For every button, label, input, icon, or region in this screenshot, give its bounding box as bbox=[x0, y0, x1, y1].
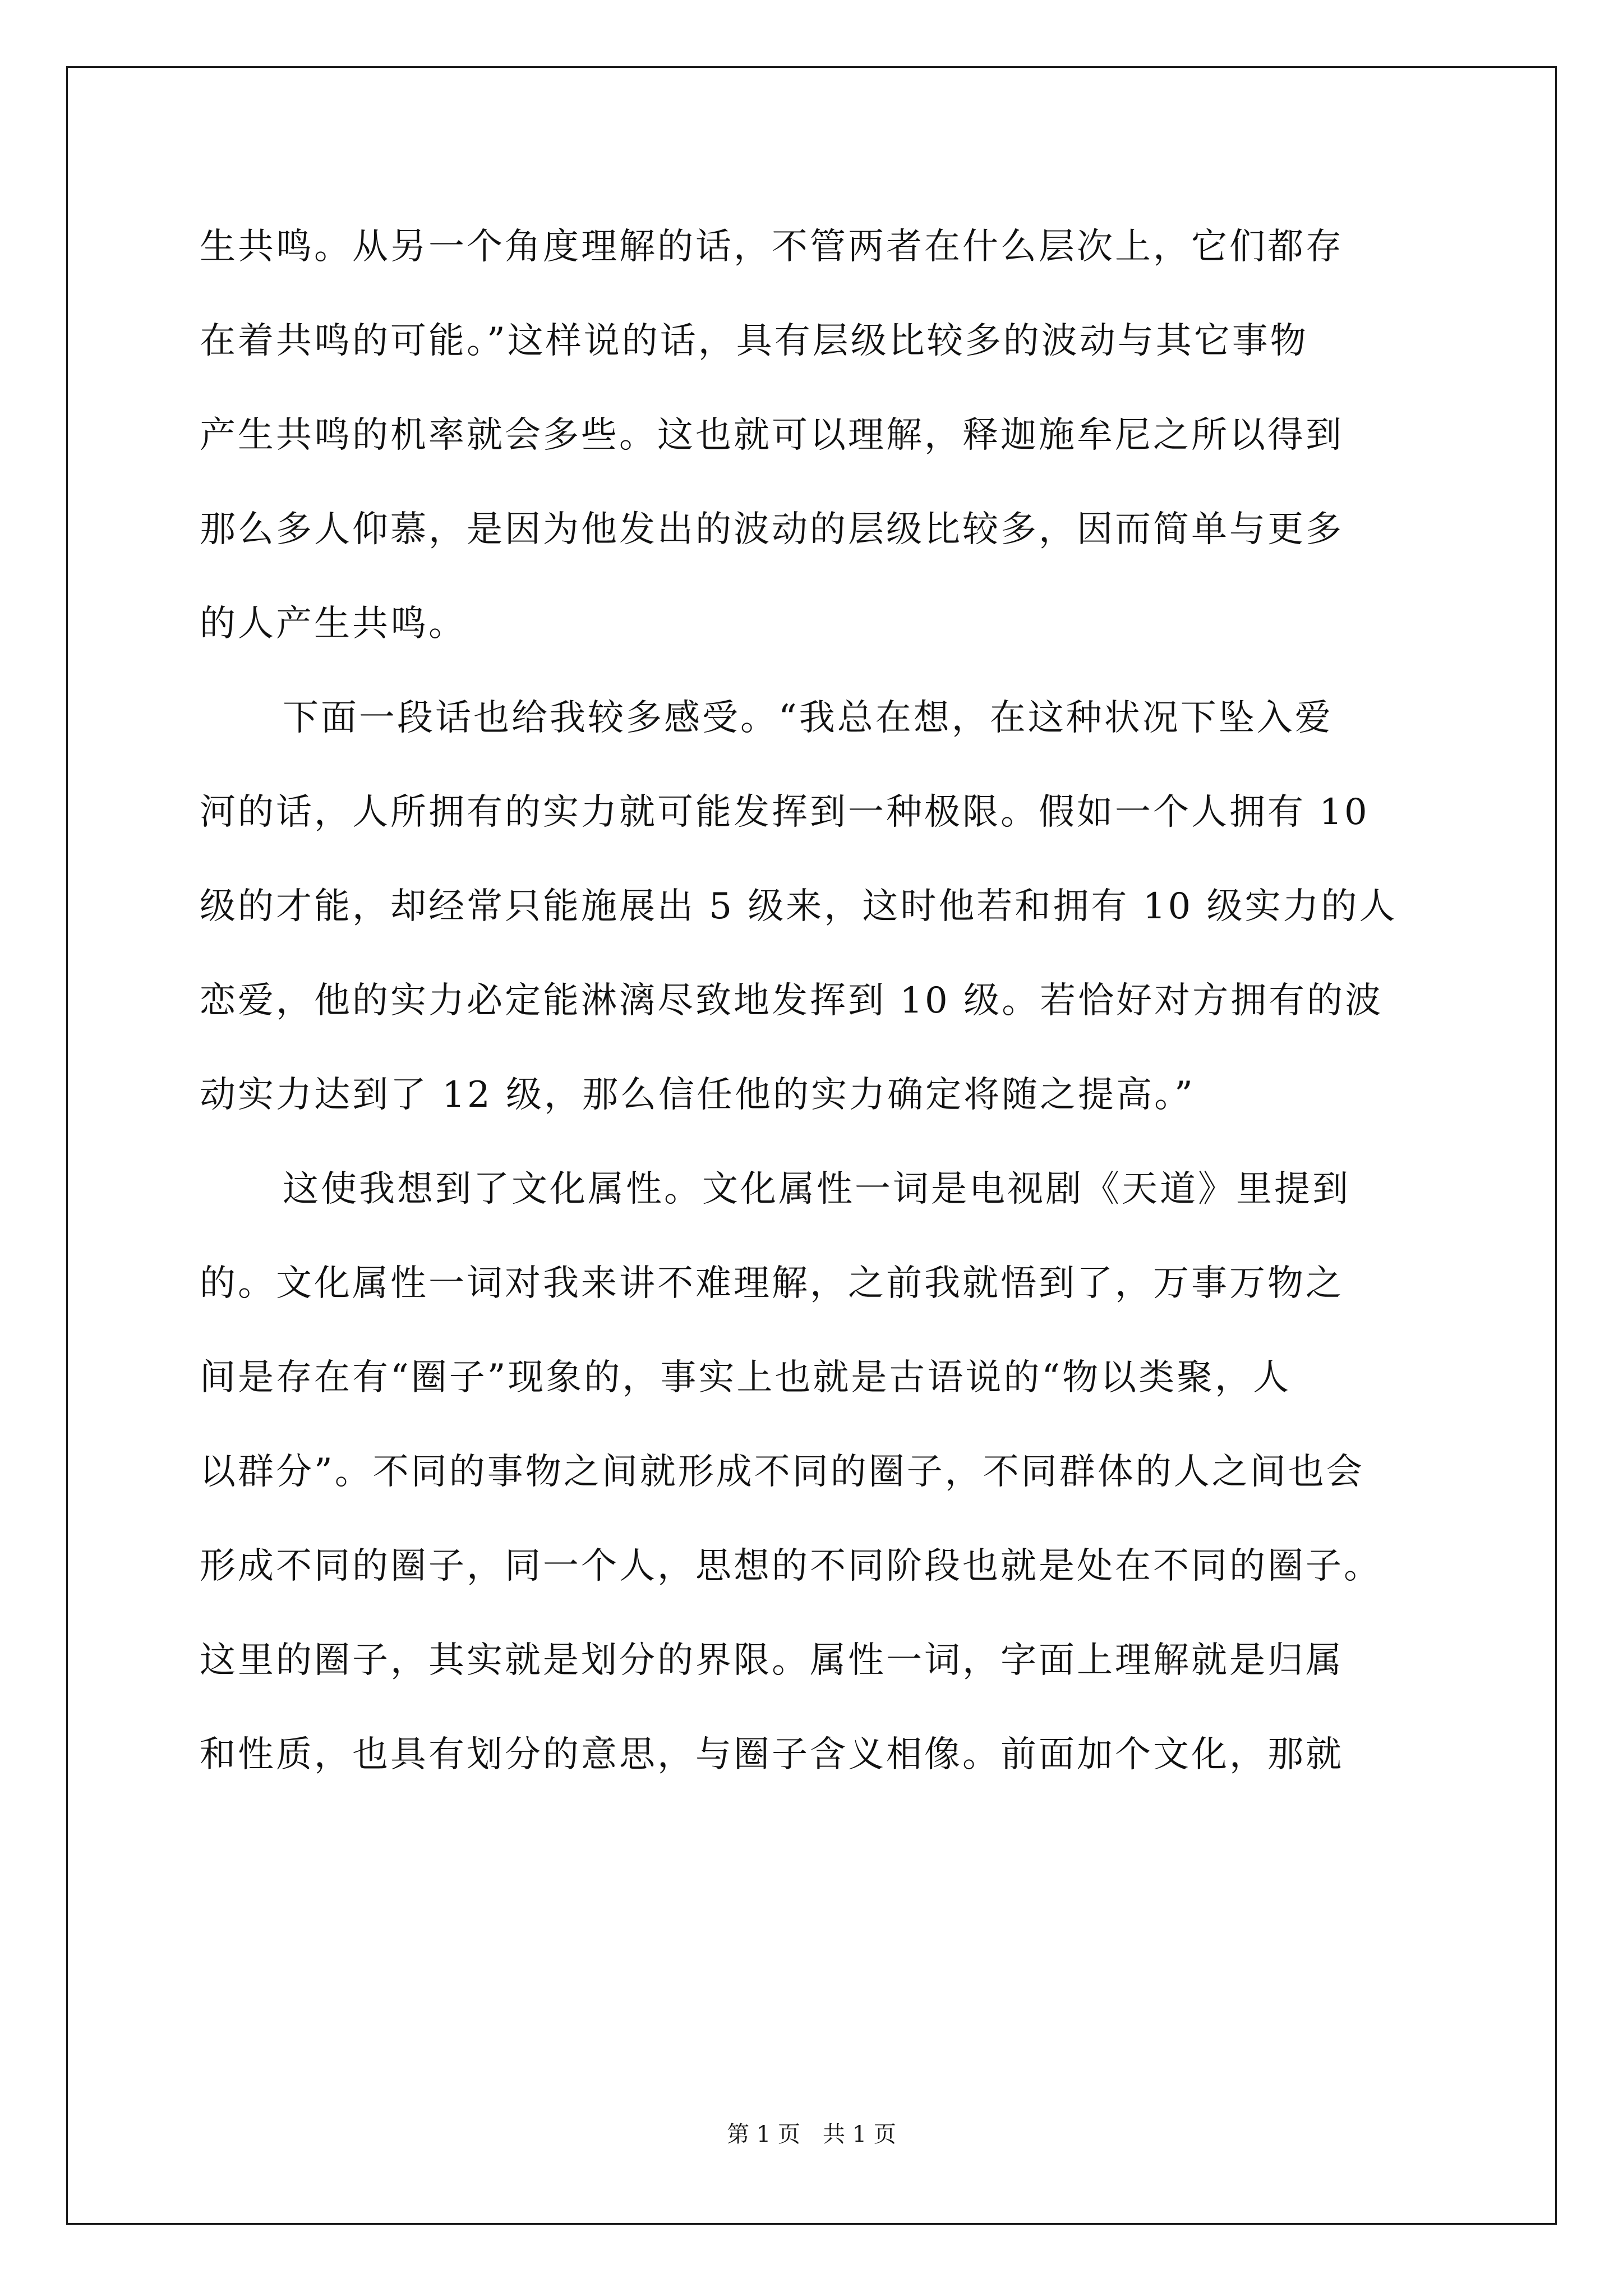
text-line: 这里的圈子，其实就是划分的界限。属性一词，字面上理解就是归属 bbox=[200, 1640, 1344, 1681]
paragraph-start-line: 这使我想到了文化属性。文化属性一词是电视剧《天道》里提到 bbox=[283, 1168, 1350, 1210]
text-line: 在着共鸣的可能。”这样说的话，具有层级比较多的波动与其它事物 bbox=[200, 320, 1308, 362]
text-line: 产生共鸣的机率就会多些。这也就可以理解，释迦施牟尼之所以得到 bbox=[200, 415, 1344, 456]
text-line: 的人产生共鸣。 bbox=[200, 603, 467, 645]
text-line: 间是存在有“圈子”现象的，事实上也就是古语说的“物以类聚，人 bbox=[200, 1357, 1292, 1398]
text-line: 恋爱，他的实力必定能淋漓尽致地发挥到 10 级。若恰好对方拥有的波 bbox=[200, 980, 1384, 1022]
text-line: 以群分”。不同的事物之间就形成不同的圈子，不同群体的人之间也会 bbox=[200, 1451, 1364, 1493]
text-line: 那么多人仰慕，是因为他发出的波动的层级比较多，因而简单与更多 bbox=[200, 509, 1344, 550]
text-line: 河的话，人所拥有的实力就可能发挥到一种极限。假如一个人拥有 10 bbox=[200, 792, 1370, 833]
text-line: 和性质，也具有划分的意思，与圈子含义相像。前面加个文化，那就 bbox=[200, 1734, 1344, 1775]
text-line: 生共鸣。从另一个角度理解的话，不管两者在什么层次上，它们都存 bbox=[200, 226, 1344, 268]
text-line: 级的才能，却经常只能施展出 5 级来，这时他若和拥有 10 级实力的人 bbox=[200, 886, 1398, 927]
text-line: 的。文化属性一词对我来讲不难理解，之前我就悟到了，万事万物之 bbox=[200, 1263, 1344, 1304]
text-line: 动实力达到了 12 级，那么信任他的实力确定将随之提高。” bbox=[200, 1074, 1195, 1116]
text-line: 形成不同的圈子，同一个人，思想的不同阶段也就是处在不同的圈子。 bbox=[200, 1545, 1382, 1587]
page-number-footer: 第 1 页 共 1 页 bbox=[727, 2122, 896, 2147]
paragraph-start-line: 下面一段话也给我较多感受。“我总在想，在这种状况下坠入爱 bbox=[283, 697, 1333, 739]
page-border bbox=[66, 66, 1557, 2225]
